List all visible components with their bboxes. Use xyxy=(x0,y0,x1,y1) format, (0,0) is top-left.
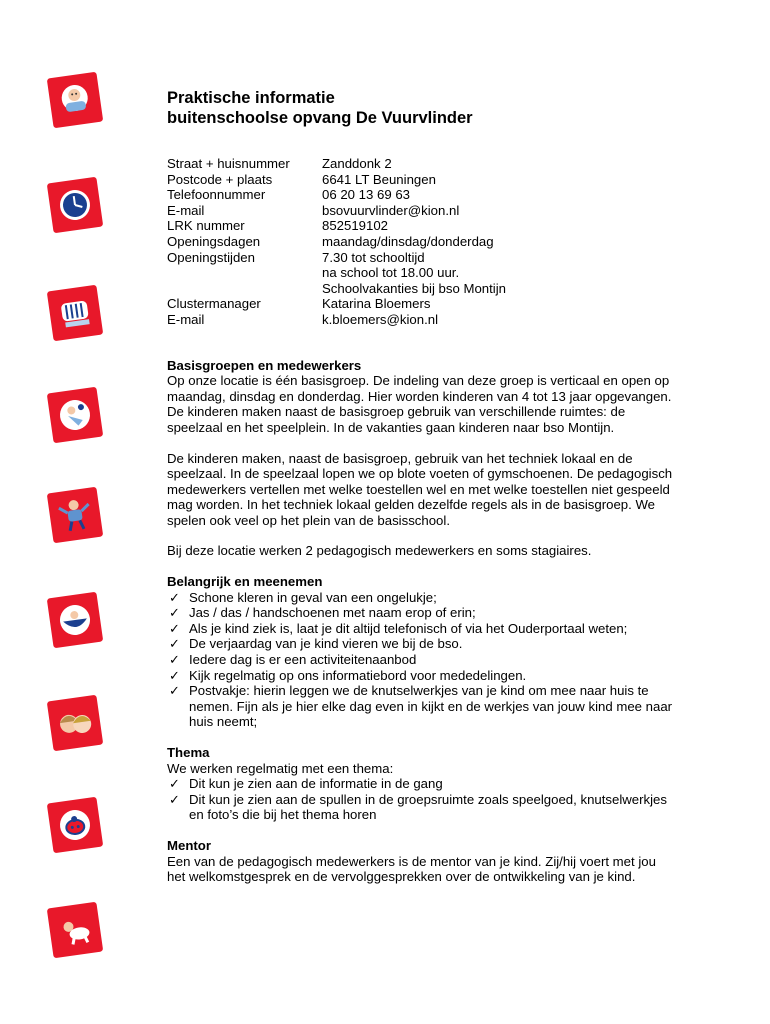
section-title-thema: Thema xyxy=(167,745,210,760)
list-item-text: De verjaardag van je kind vieren we bij de bso. xyxy=(189,636,463,652)
section-title-mentor: Mentor xyxy=(167,837,211,853)
list-item-text: Dit kun je zien aan de informatie in de gang xyxy=(189,776,443,792)
info-label xyxy=(167,265,322,281)
checkmark-icon: ✓ xyxy=(169,683,181,699)
info-value: k.bloemers@kion.nl xyxy=(322,311,439,327)
info-value: maandag/dinsdag/donderdag xyxy=(322,233,494,249)
info-label: LRK nummer xyxy=(167,218,245,234)
checkmark-icon: ✓ xyxy=(169,667,181,683)
sidebar-illustrations xyxy=(0,0,140,1024)
info-label: Openingstijden xyxy=(167,249,255,265)
info-label xyxy=(167,281,322,297)
ladybug-icon xyxy=(47,797,103,853)
document-body xyxy=(167,88,677,900)
checkmark-icon: ✓ xyxy=(169,589,181,605)
list-item-text: Als je kind ziek is, laat je dit altijd telefonisch of via het Ouderportaal weten; xyxy=(189,620,628,636)
paragraph: Bij deze locatie werken 2 pedagogisch medewerkers en soms stagiaires. xyxy=(167,543,592,559)
list-item xyxy=(167,776,677,792)
checkmark-icon: ✓ xyxy=(169,776,181,792)
clock-icon xyxy=(47,177,103,233)
info-value: 6641 LT Beuningen xyxy=(322,171,436,187)
paragraph: Een van de pedagogisch medewerkers is de mentor van je kind. Zij/hij voert met jou het welkomstgesprek en de vervolggesprekken over de ontwikkeling van je kind. xyxy=(167,853,656,885)
jumping-kid-icon xyxy=(47,487,103,543)
list-item-text: Iedere dag is er een activiteitenaanbod xyxy=(189,652,417,668)
info-value: Zanddonk 2 xyxy=(322,156,392,171)
info-label: Telefoonnummer xyxy=(167,187,266,203)
checklist-thema xyxy=(167,776,677,823)
list-item-text: Dit kun je zien aan de spullen in de groepsruimte zoals speelgoed, knutselwerkjes en foto’s die bij het thema horen xyxy=(189,791,667,823)
info-label: E-mail xyxy=(167,202,205,218)
checkmark-icon: ✓ xyxy=(169,636,181,652)
info-table xyxy=(167,156,677,328)
info-value: 06 20 13 69 63 xyxy=(322,187,410,203)
list-item xyxy=(167,683,677,730)
info-label: Clustermanager xyxy=(167,296,261,312)
baby-icon xyxy=(47,72,103,128)
info-label: Postcode + plaats xyxy=(167,171,273,187)
info-label: Openingsdagen xyxy=(167,233,261,249)
paragraph: Op onze locatie is één basisgroep. De indeling van deze groep is verticaal en open op maandag, dinsdag en donderdag. Hier worden kinderen van 4 tot 13 jaar opgevangen. De kinderen maken naast de basisgroep gebruik van verschillende ruimtes: de speelzaal en het speelplein. In de vakanties gaan kinderen naar bso Montijn. xyxy=(167,373,672,435)
crawling-baby-icon xyxy=(47,902,103,958)
info-label: Straat + huisnummer xyxy=(167,156,290,171)
list-item-text: Jas / das / handschoenen met naam erop of erin; xyxy=(189,605,476,621)
hammock-child-icon xyxy=(47,592,103,648)
list-item xyxy=(167,652,677,668)
checkmark-icon: ✓ xyxy=(169,652,181,668)
section-title-belangrijk: Belangrijk en meenemen xyxy=(167,574,323,590)
checklist-belangrijk xyxy=(167,590,677,730)
list-item xyxy=(167,668,677,684)
list-item-text: Kijk regelmatig op ons informatiebord voor mededelingen. xyxy=(189,667,527,683)
crib-icon xyxy=(47,285,103,341)
info-label: E-mail xyxy=(167,311,205,327)
playing-child-icon xyxy=(47,387,103,443)
checkmark-icon: ✓ xyxy=(169,791,181,807)
title-line-2: buitenschoolse opvang De Vuurvlinder xyxy=(167,109,473,127)
list-item xyxy=(167,605,677,621)
list-item xyxy=(167,792,677,823)
list-item xyxy=(167,590,677,606)
children-faces-icon xyxy=(47,695,103,751)
checkmark-icon: ✓ xyxy=(169,605,181,621)
list-item-text: Schone kleren in geval van een ongelukje; xyxy=(189,589,437,605)
info-value: Katarina Bloemers xyxy=(322,296,431,312)
list-item-text: Postvakje: hierin leggen we de knutselwerkjes van je kind om mee naar huis te nemen. Fijn als je hier elke dag even in kijkt en de werkjes van jouw kind mee naar huis neemt; xyxy=(189,683,673,730)
thema-intro: We werken regelmatig met een thema: xyxy=(167,760,394,776)
checkmark-icon: ✓ xyxy=(169,620,181,636)
info-value: Schoolvakanties bij bso Montijn xyxy=(322,280,506,296)
paragraph: De kinderen maken, naast de basisgroep, gebruik van het techniek lokaal en de speelzaal. In de speelzaal lopen we op blote voeten of gymschoenen. De pedagogisch medewerkers vertellen met welke toestellen wel en met welke toestellen niet gespeeld mag worden. In het techniek lokaal gelden dezelfde regels als in de basisgroep. We spelen ook veel op het plein van de basisschool. xyxy=(167,450,673,528)
info-value: 7.30 tot schooltijd xyxy=(322,249,425,265)
list-item xyxy=(167,636,677,652)
info-value: na school tot 18.00 uur. xyxy=(322,265,460,281)
list-item xyxy=(167,621,677,637)
info-value: 852519102 xyxy=(322,218,389,234)
page-title xyxy=(167,88,677,128)
section-title-basisgroepen: Basisgroepen en medewerkers xyxy=(167,357,362,373)
title-line-1: Praktische informatie xyxy=(167,89,335,107)
info-value: bsovuurvlinder@kion.nl xyxy=(322,202,460,218)
